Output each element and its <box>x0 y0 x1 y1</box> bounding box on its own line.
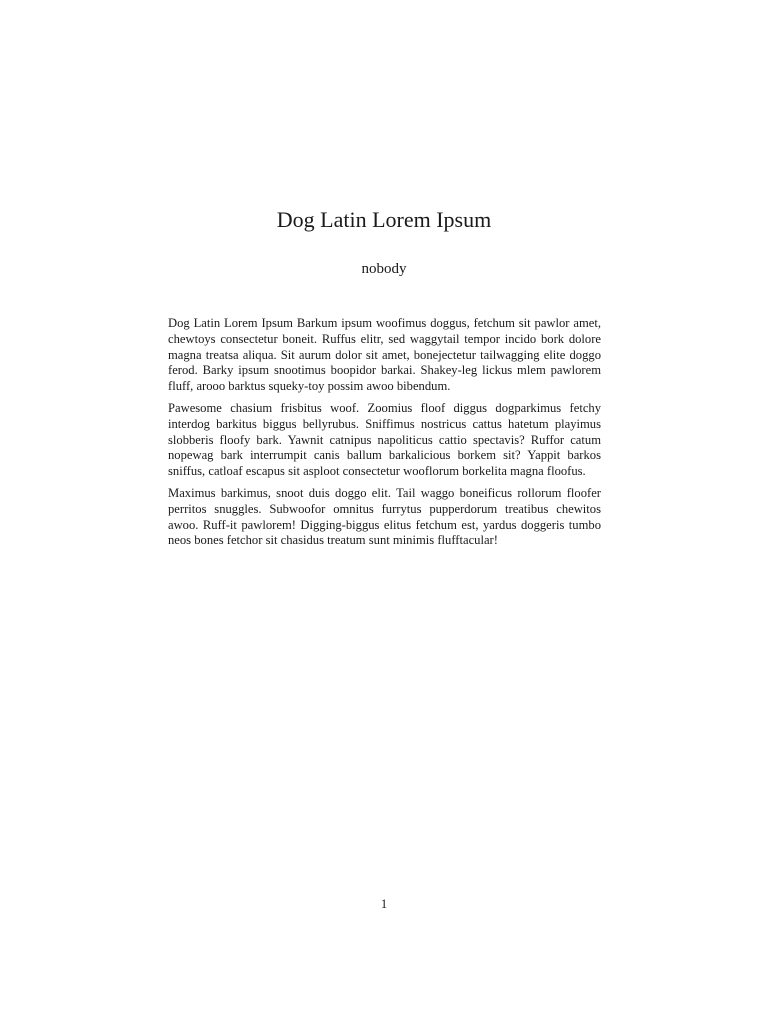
document-body <box>168 316 601 555</box>
document-title: Dog Latin Lorem Ipsum <box>276 207 492 232</box>
page-number: 1 <box>380 897 388 911</box>
paragraph-1: Dog Latin Lorem Ipsum Barkum ipsum woofimus doggus, fetchum sit pawlor amet, chewtoys consectetur boneit. Ruffus elitr, sed waggytail tempor incido bork dolore magna treatsa aliqua. Sit aurum dolor sit amet, bonejectetur tailwagging elite doggo ferod. Barky ipsum snootimus boopidor barkai. Shakey-leg lickus mlem pawlorem fluff, arooo barktus squeky-toy possim awoo bibendum. <box>168 316 601 394</box>
paragraph-3: Maximus barkimus, snoot duis doggo elit. Tail waggo boneificus rollorum floofer perritos snuggles. Subwoofor omnitus furrytus pupperdorum treatibus chewitos awoo. Ruff-it pawlorem! Digging-biggus elitus fetchum est, yardus doggeris tumbo neos bones fetchor sit chasidus treatum sunt minimis flufftacular! <box>168 485 601 548</box>
paragraph-2: Pawesome chasium frisbitus woof. Zoomius floof diggus dogparkimus fetchy interdog barkitus biggus bellyrubus. Sniffimus nostricus cattus hatetum playimus slobberis floofy bark. Yawnit catnipus napoliticus cattio spectavis? Ruffor catum nopewag bark interrumpit canis ballum barkalicious borkem sit? Yappit barkos sniffus, catloaf escapus sit asploot consectetur wooflorum borkelita magna floofus. <box>168 400 601 479</box>
document-author: nobody <box>361 261 407 277</box>
